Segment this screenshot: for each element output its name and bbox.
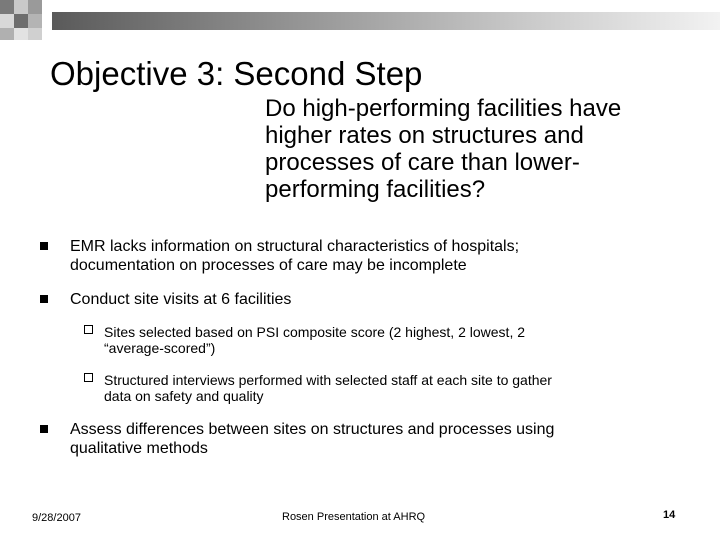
square-bullet-icon xyxy=(40,295,48,303)
sub-bullet-sites-selected xyxy=(104,324,525,356)
sub-bullet-interviews xyxy=(104,372,552,404)
sub-bullet-text: data on safety and quality xyxy=(104,388,264,404)
decoration-square xyxy=(0,14,14,28)
hollow-square-bullet-icon xyxy=(84,373,93,382)
footer-date: 9/28/2007 xyxy=(32,512,81,524)
square-bullet-icon xyxy=(40,425,48,433)
decoration-square xyxy=(14,0,28,14)
bullet-text: Conduct site visits at 6 facilities xyxy=(70,291,292,308)
decoration-square xyxy=(0,0,14,14)
bullet-emr xyxy=(70,237,519,275)
decoration-square xyxy=(28,0,42,14)
square-bullet-icon xyxy=(40,242,48,250)
sub-bullet-text: Structured interviews performed with selected staff at each site to gather xyxy=(104,372,552,388)
bullet-text: Assess differences between sites on structures and processes using xyxy=(70,421,555,438)
subtitle-line: performing facilities? xyxy=(265,176,486,203)
decoration-square xyxy=(28,28,42,40)
page-number: 14 xyxy=(663,509,676,521)
subtitle-line: Do high-performing facilities have xyxy=(265,95,622,122)
footer-presentation-title: Rosen Presentation at AHRQ xyxy=(282,511,426,523)
header-gradient-bar xyxy=(52,12,720,30)
decoration-square xyxy=(14,14,28,28)
sub-bullet-text: Sites selected based on PSI composite score (2 highest, 2 lowest, 2 xyxy=(104,324,526,340)
subtitle-line: higher rates on structures and xyxy=(265,122,584,149)
decoration-square xyxy=(28,14,42,28)
slide-subtitle xyxy=(265,95,705,203)
decoration-square xyxy=(0,28,14,40)
bullet-site-visits xyxy=(70,290,291,309)
bullet-text: documentation on processes of care may be incomplete xyxy=(70,257,467,274)
header-decoration xyxy=(0,0,720,40)
hollow-square-bullet-icon xyxy=(84,325,93,334)
subtitle-line: processes of care than lower- xyxy=(265,149,580,176)
decoration-square xyxy=(14,28,28,40)
slide-title: Objective 3: Second Step xyxy=(50,55,423,92)
bullet-text: EMR lacks information on structural characteristics of hospitals; xyxy=(70,238,520,255)
sub-bullet-text: “average-scored”) xyxy=(104,340,216,356)
bullet-text: qualitative methods xyxy=(70,440,208,457)
bullet-assess-differences xyxy=(70,420,554,458)
